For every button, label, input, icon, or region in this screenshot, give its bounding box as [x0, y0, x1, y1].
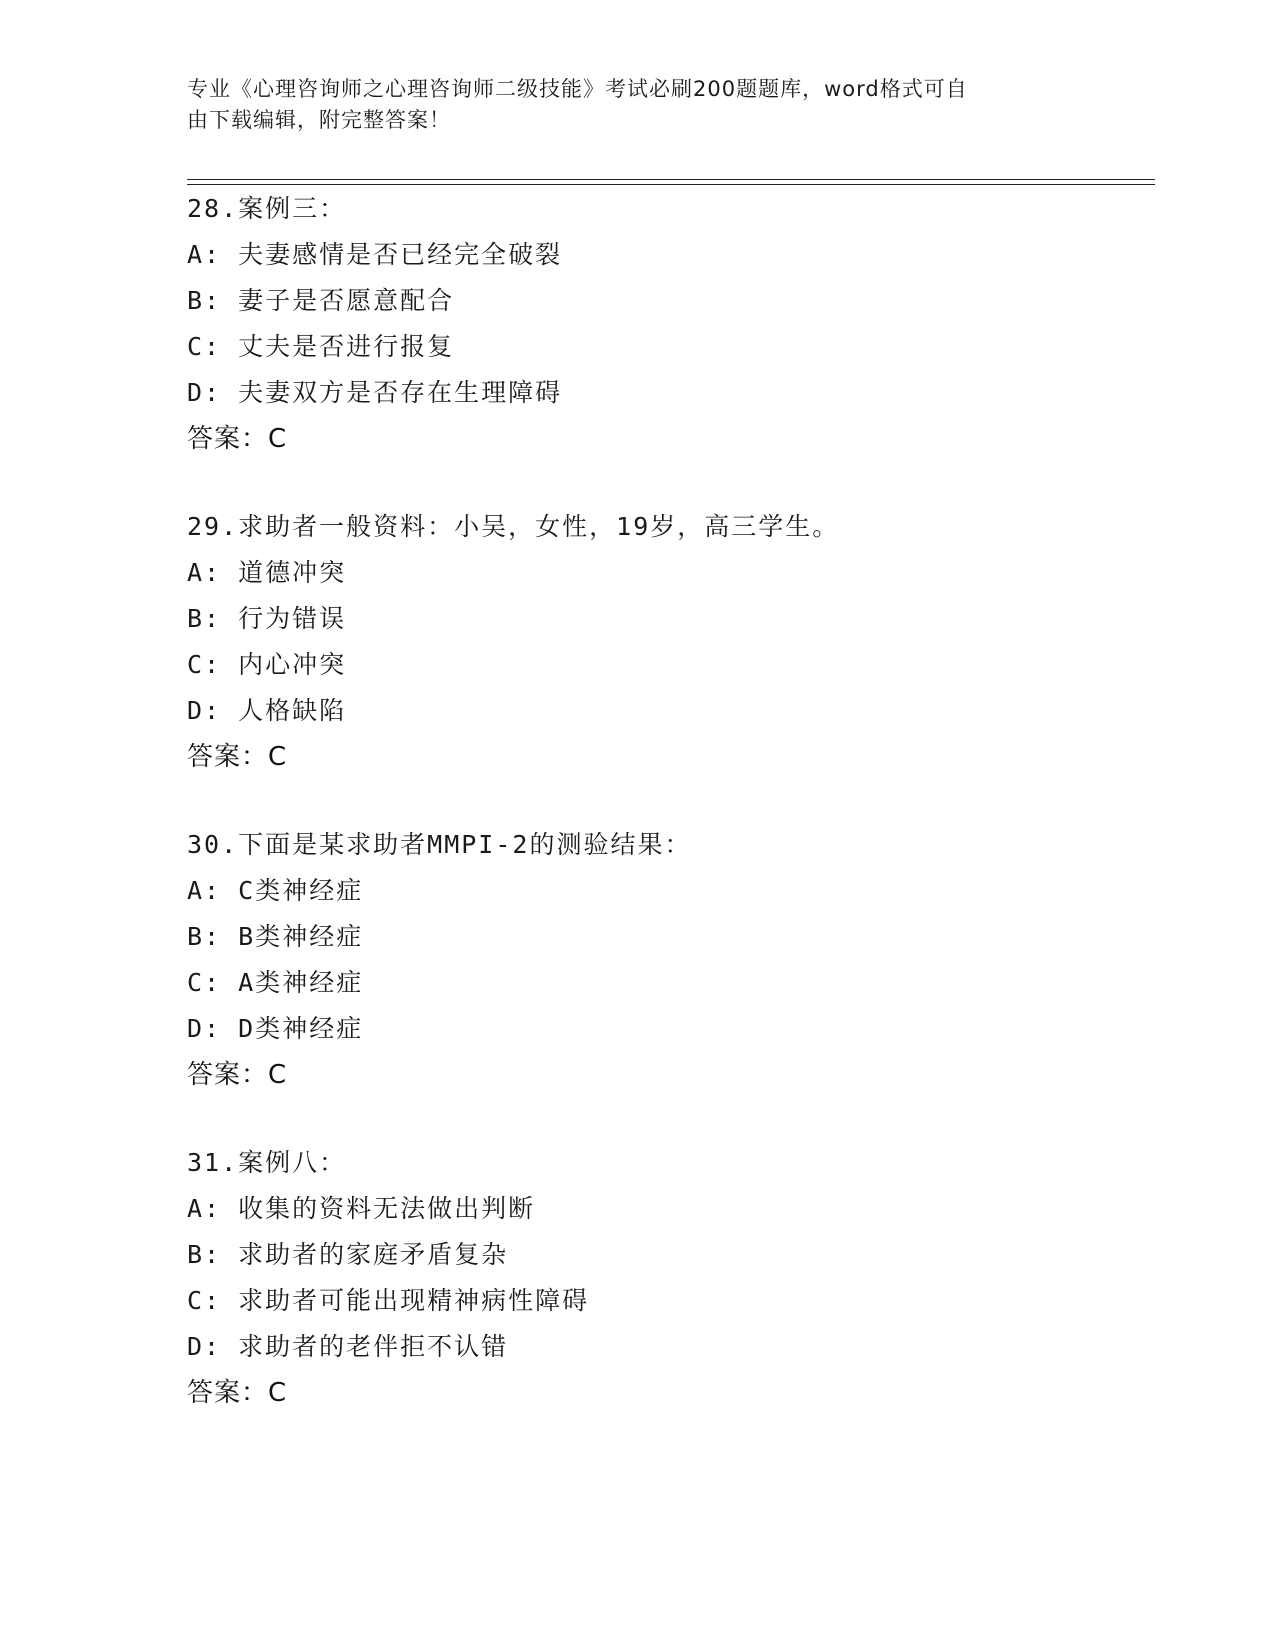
option-c: C: A类神经症 [187, 968, 364, 997]
option-d: D: 求助者的老伴拒不认错 [187, 1332, 509, 1361]
option-c: C: 求助者可能出现精神病性障碍 [187, 1286, 590, 1315]
option-b: B: B类神经症 [187, 922, 364, 951]
question-stem: 31.案例八： [187, 1148, 347, 1177]
option-b: B: 行为错误 [187, 604, 347, 633]
question-stem: 28.案例三： [187, 194, 347, 223]
option-b: B: 求助者的家庭矛盾复杂 [187, 1240, 509, 1269]
question-block [187, 822, 1155, 1098]
question-block [187, 1140, 1155, 1416]
question-stem: 30.下面是某求助者MMPI-2的测验结果： [187, 830, 692, 859]
answer-line: 答案：C [187, 742, 288, 772]
question-block [187, 186, 1155, 462]
header-line-1: 专业《心理咨询师之心理咨询师二级技能》考试必刷200题题库，word格式可自 [187, 77, 968, 101]
option-d: D: 人格缺陷 [187, 696, 347, 725]
header-line-2: 由下载编辑，附完整答案！ [187, 108, 451, 132]
answer-line: 答案：C [187, 1378, 288, 1408]
option-a: A: C类神经症 [187, 876, 364, 905]
option-c: C: 内心冲突 [187, 650, 347, 679]
option-d: D: D类神经症 [187, 1014, 364, 1043]
option-a: A: 收集的资料无法做出判断 [187, 1194, 536, 1223]
option-d: D: 夫妻双方是否存在生理障碍 [187, 378, 563, 407]
option-a: A: 道德冲突 [187, 558, 347, 587]
option-b: B: 妻子是否愿意配合 [187, 286, 455, 315]
header-divider-top [187, 179, 1155, 180]
question-block [187, 504, 1155, 780]
option-c: C: 丈夫是否进行报复 [187, 332, 455, 361]
answer-line: 答案：C [187, 424, 288, 454]
document-header [187, 74, 1067, 136]
answer-line: 答案：C [187, 1060, 288, 1090]
header-divider-bottom [187, 184, 1155, 185]
option-a: A: 夫妻感情是否已经完全破裂 [187, 240, 563, 269]
question-stem: 29.求助者一般资料：小吴，女性，19岁，高三学生。 [187, 512, 840, 541]
